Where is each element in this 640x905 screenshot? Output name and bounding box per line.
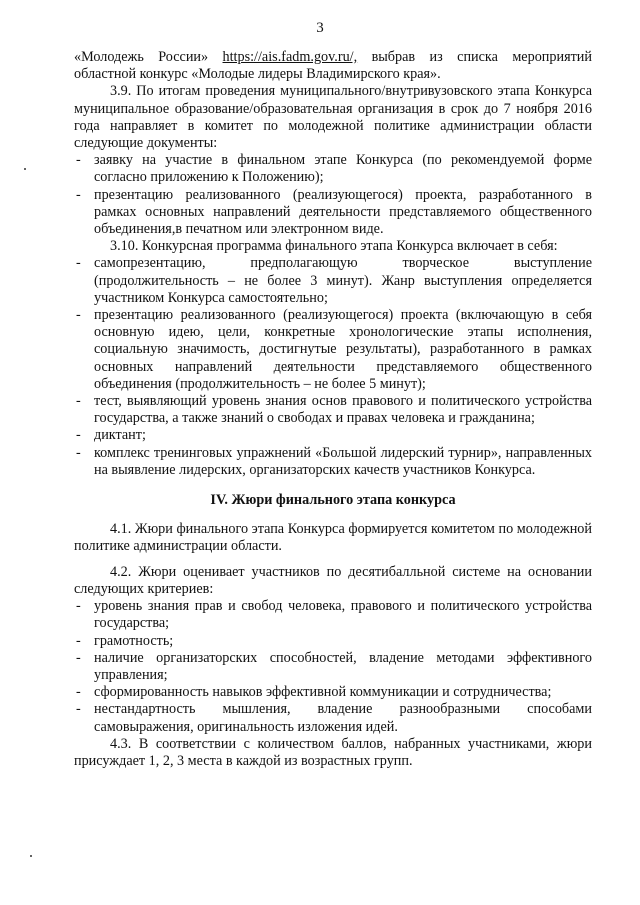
list-item-criterion: - наличие организаторских способностей, владение методами эффективного управления; <box>74 650 592 684</box>
paragraph-3-10: 3.10. Конкурсная программа финального этапа Конкурса включает в себя: <box>110 238 558 255</box>
paragraph-4-1: 4.1. Жюри финального этапа Конкурса формируется комитетом по молодежной политике администрации области. <box>74 521 592 555</box>
section-4-heading: IV. Жюри финального этапа конкурса <box>210 492 456 509</box>
list-item-document: - презентацию реализованного (реализующегося) проекта, разработанного в рамках основных направлений деятельности представляемого общественного объединения,в печатном или электронном виде. <box>74 187 592 239</box>
paragraph-intro <box>74 49 592 83</box>
intro-text-end: выбрав из списка мероприятий областной конкурс «Молодые лидеры Владимирского края». <box>74 49 592 83</box>
page-number: 3 <box>316 20 324 36</box>
list-item-document: - заявку на участие в финальном этапе Конкурса (по рекомендуемой форме согласно приложению к Положению); <box>74 152 592 186</box>
paragraph-4-2: 4.2. Жюри оценивает участников по десятибалльной системе на основании следующих критериев: <box>74 563 592 597</box>
intro-text-start: «Молодежь России» <box>74 49 223 65</box>
paragraph-4-3: 4.3. В соответствии с количеством баллов, набранных участниками, жюри присуждает 1, 2, 3 места в каждой из возрастных групп. <box>74 735 592 769</box>
portal-link[interactable]: https://ais.fadm.gov.ru/, <box>222 49 358 65</box>
document-body <box>74 49 592 770</box>
list-item-program: - презентацию реализованного (реализующегося) проекта (включающую в себя основную идею, цели, конкретные хронологические этапы исполнения, социальную значимость, достигнутые результаты), разработанного в рамках основных направлений деятельности представляемого общественного объединения (продолжительность – не более 5 минут); <box>74 307 592 393</box>
list-item-program: - комплекс тренинговых упражнений «Большой лидерский турнир», направленных на выявление лидерских, организаторских качеств участников Конкурса. <box>74 445 592 479</box>
list-item-criterion: - нестандартность мышления, владение разнообразными способами самовыражения, оригинальность изложения идей. <box>74 701 592 735</box>
list-item-criterion: - грамотность; <box>74 633 592 650</box>
paragraph-3-9: 3.9. По итогам проведения муниципального/внутривузовского этапа Конкурса муниципальное образование/образовательная организация в срок до 7 ноября 2016 года направляет в комитет по молодежной политике администрации области следующие документы: <box>74 83 592 152</box>
list-item-program: - диктант; <box>74 427 592 444</box>
list-item-criterion: - сформированность навыков эффективной коммуникации и сотрудничества; <box>74 684 592 701</box>
scan-speck <box>24 168 26 170</box>
list-item-program: - тест, выявляющий уровень знания основ правового и политического устройства государства, а также знаний о свободах и правах человека и гражданина; <box>74 393 592 427</box>
list-item-criterion: - уровень знания прав и свобод человека, правового и политического устройства государства; <box>74 598 592 632</box>
list-item-program: - самопрезентацию, предполагающую творческое выступление (продолжительность – не более 3 минут). Жанр выступления определяется участником Конкурса самостоятельно; <box>74 255 592 307</box>
scan-speck <box>30 855 32 857</box>
